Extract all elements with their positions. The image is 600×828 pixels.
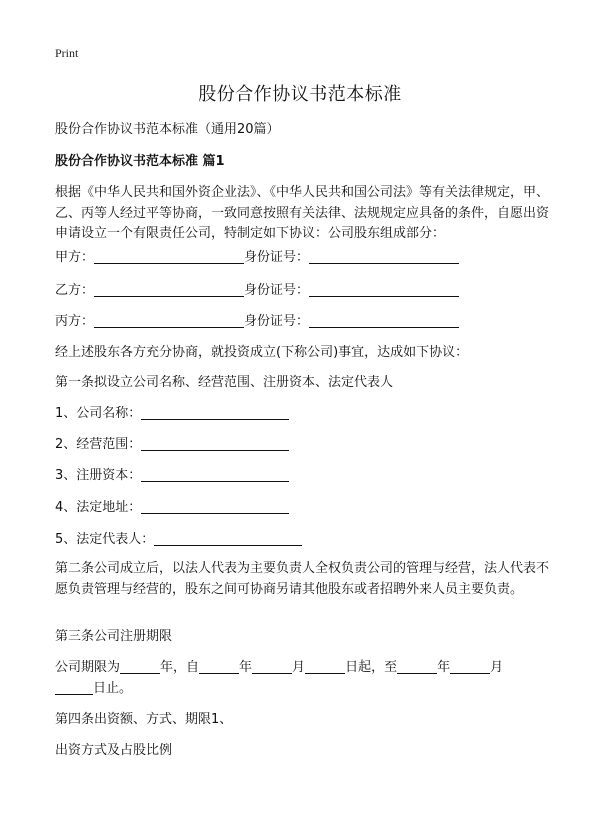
- term-blank[interactable]: [55, 680, 93, 695]
- term-year-label: 年，自: [160, 660, 200, 675]
- company-item-address: [55, 498, 289, 518]
- term-line-1: [55, 658, 503, 678]
- company-item-capital: [55, 466, 289, 486]
- company-item-scope: [55, 435, 289, 455]
- term-blank[interactable]: [120, 659, 160, 674]
- company-item-name: [55, 404, 289, 424]
- print-link[interactable]: Print: [55, 46, 79, 60]
- id-label: 身份证号：: [244, 314, 310, 329]
- item-blank[interactable]: [141, 436, 289, 451]
- id-number-blank[interactable]: [309, 313, 459, 328]
- company-item-representative: [55, 530, 302, 550]
- article-1-heading: 第一条拟设立公司名称、经营范围、注册资本、法定代表人: [55, 375, 394, 390]
- id-label: 身份证号：: [244, 283, 310, 298]
- party-name-blank[interactable]: [94, 249, 244, 264]
- party-label: 丙方：: [55, 314, 95, 329]
- id-label: 身份证号：: [244, 250, 310, 265]
- party-label: 甲方：: [55, 250, 95, 265]
- term-blank[interactable]: [252, 659, 292, 674]
- party-name-blank[interactable]: [94, 313, 244, 328]
- term-prefix: 公司期限为: [55, 660, 121, 675]
- page-title: 股份合作协议书范本标准: [198, 84, 402, 105]
- item-blank[interactable]: [141, 467, 289, 482]
- item-blank[interactable]: [141, 499, 289, 514]
- term-year-label: 年: [239, 660, 253, 675]
- party-label: 乙方：: [55, 283, 95, 298]
- intro-paragraph: 根据《中华人民共和国外资企业法》、《中华人民共和国公司法》等有关法律规定，甲、乙、丙等人经过平等协商，一致同意按照有关法律、法规规定应具备的条件，自愿出资申请设立一个有限责任公司，特制定如下协议：公司股东组成部分：: [55, 185, 550, 241]
- item-blank[interactable]: [154, 531, 302, 546]
- agreement-line: 经上述股东各方充分协商，就投资成立(下称公司)事宜，达成如下协议：: [55, 345, 469, 360]
- term-month-label: 月: [490, 660, 504, 675]
- item-label: 1、公司名称：: [55, 406, 142, 421]
- party-name-blank[interactable]: [94, 282, 244, 297]
- term-line-2: [55, 679, 132, 699]
- item-label: 4、法定地址：: [55, 500, 142, 515]
- shareholder-row-c: [55, 312, 459, 332]
- contribution-heading: 出资方式及占股比例: [55, 743, 173, 758]
- item-label: 5、法定代表人：: [55, 532, 155, 547]
- id-number-blank[interactable]: [309, 249, 459, 264]
- term-year-label: 年: [437, 660, 451, 675]
- term-day-end-label: 日止。: [93, 681, 133, 696]
- shareholder-row-a: [55, 248, 459, 268]
- term-blank[interactable]: [199, 659, 239, 674]
- term-day-label: 日起，至: [345, 660, 398, 675]
- article-2-paragraph: 第二条公司成立后，以法人代表为主要负责人全权负责公司的管理与经营，法人代表不愿负责管理与经营的，股东之间可协商另请其他股东或者招聘外来人员主要负责。: [55, 561, 550, 597]
- term-blank[interactable]: [450, 659, 490, 674]
- item-label: 2、经营范围：: [55, 437, 142, 452]
- item-label: 3、注册资本：: [55, 468, 142, 483]
- article-3-heading: 第三条公司注册期限: [55, 629, 173, 644]
- document-subtitle: 股份合作协议书范本标准（通用20篇）: [55, 122, 280, 137]
- term-month-label: 月: [292, 660, 306, 675]
- section-heading: 股份合作协议书范本标准 篇1: [55, 154, 225, 169]
- term-blank[interactable]: [397, 659, 437, 674]
- shareholder-row-b: [55, 281, 459, 301]
- article-4-heading: 第四条出资额、方式、期限1、: [55, 712, 233, 727]
- id-number-blank[interactable]: [309, 282, 459, 297]
- term-blank[interactable]: [305, 659, 345, 674]
- item-blank[interactable]: [141, 405, 289, 420]
